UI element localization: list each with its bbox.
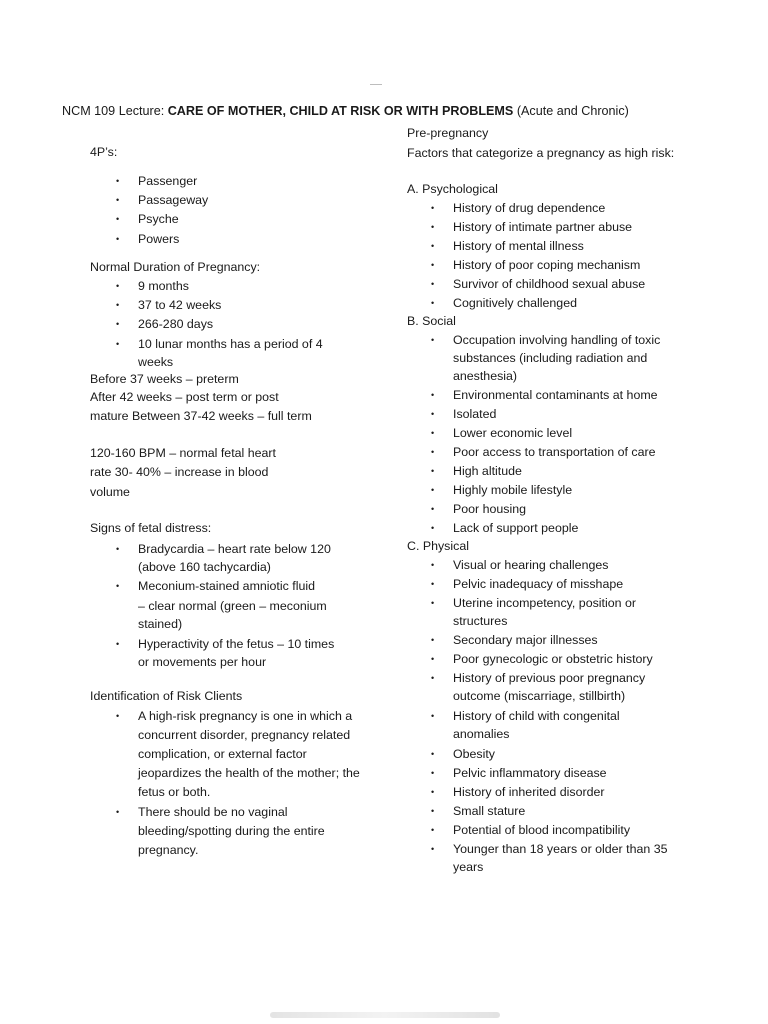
bpm-line: volume [90,485,130,499]
list-item: • Highly mobile lifestyle [425,481,675,499]
list-item: • There should be no vaginal bleeding/spotting during the entire pregnancy. [110,803,360,860]
risk-heading: Identification of Risk Clients [90,689,243,703]
list-item: • Poor gynecologic or obstetric history [425,650,675,668]
term-line: After 42 weeks – post term or post [90,390,279,404]
list-item: • Visual or hearing challenges [425,556,675,574]
factors-heading: Factors that categorize a pregnancy as high risk: [407,146,675,160]
list-item: • 37 to 42 weeks [110,296,325,314]
list-item: • Bradycardia – heart rate below 120 (above 160 tachycardia) [110,540,345,576]
distress-list [110,540,345,671]
physical-heading: C. Physical [407,539,469,553]
list-item: • Small stature [425,802,675,820]
list-item: • Psyche [110,210,380,228]
list-item: • A high-risk pregnancy is one in which a concurrent disorder, pregnancy related complication, or external factor jeopardizes the health of the mother; the fetus or both. [110,707,360,802]
list-item: • Poor housing [425,500,675,518]
title-prefix: NCM 109 Lecture: [62,104,168,118]
distress-heading: Signs of fetal distress: [90,521,212,535]
list-item: • 10 lunar months has a period of 4 weeks [110,335,325,371]
list-item: • History of poor coping mechanism [425,256,735,274]
list-item: • History of inherited disorder [425,783,675,801]
list-item: • Powers [110,230,380,248]
list-item: • Environmental contaminants at home [425,386,675,404]
psychological-list [425,199,735,312]
bpm-line: rate 30- 40% – increase in blood [90,465,269,479]
list-item: • Occupation involving handling of toxic substances (including radiation and anesthesia) [425,331,675,385]
list-item: • 266-280 days [110,315,325,333]
fourp-heading: 4P’s: [90,145,118,159]
page-title [62,104,742,118]
list-item: • Passenger [110,172,380,190]
social-heading: B. Social [407,314,456,328]
title-bold: CARE OF MOTHER, CHILD AT RISK OR WITH PROBLEMS [167,104,514,118]
list-item: • Secondary major illnesses [425,631,675,649]
footer-blurred-text [270,1012,500,1018]
list-continuation: – clear normal (green – meconium stained) [138,599,327,631]
list-item: • 9 months [110,277,325,295]
bpm-line: 120-160 BPM – normal fetal heart [90,446,276,460]
list-item: • Obesity [425,745,675,763]
term-line: Before 37 weeks – preterm [90,372,239,386]
list-item: • Younger than 18 years or older than 35 years [425,840,675,876]
list-item: • Hyperactivity of the fetus – 10 times or movements per hour [110,635,345,671]
list-item: • History of drug dependence [425,199,735,217]
duration-heading: Normal Duration of Pregnancy: [90,260,261,274]
list-item: • History of previous poor pregnancy outcome (miscarriage, stillbirth) [425,669,675,705]
physical-list [425,556,675,876]
list-item: • Pelvic inadequacy of misshape [425,575,675,593]
list-item: • Lack of support people [425,519,675,537]
pre-pregnancy-label: Pre-pregnancy [407,126,489,140]
list-item: • History of mental illness [425,237,735,255]
list-item: • Meconium-stained amniotic fluid [110,577,345,595]
list-item: • History of child with congenital anomalies [425,707,675,743]
list-item: • Poor access to transportation of care [425,443,675,461]
list-item: • Potential of blood incompatibility [425,821,675,839]
list-item: • History of intimate partner abuse [425,218,735,236]
header-rule [370,84,382,85]
list-item: • Cognitively challenged [425,294,735,312]
list-item: • Survivor of childhood sexual abuse [425,275,735,293]
list-item: • Isolated [425,405,675,423]
list-item: • High altitude [425,462,675,480]
duration-list [110,277,325,371]
list-item: • Lower economic level [425,424,675,442]
list-item: • Passageway [110,191,380,209]
list-item: • Uterine incompetency, position or structures [425,594,675,630]
list-item: • Pelvic inflammatory disease [425,764,675,782]
term-line: mature Between 37-42 weeks – full term [90,409,312,423]
fourp-list [110,172,380,248]
risk-list [110,707,360,860]
psychological-heading: A. Psychological [407,182,498,196]
title-suffix: (Acute and Chronic) [513,104,629,118]
social-list [425,331,675,537]
